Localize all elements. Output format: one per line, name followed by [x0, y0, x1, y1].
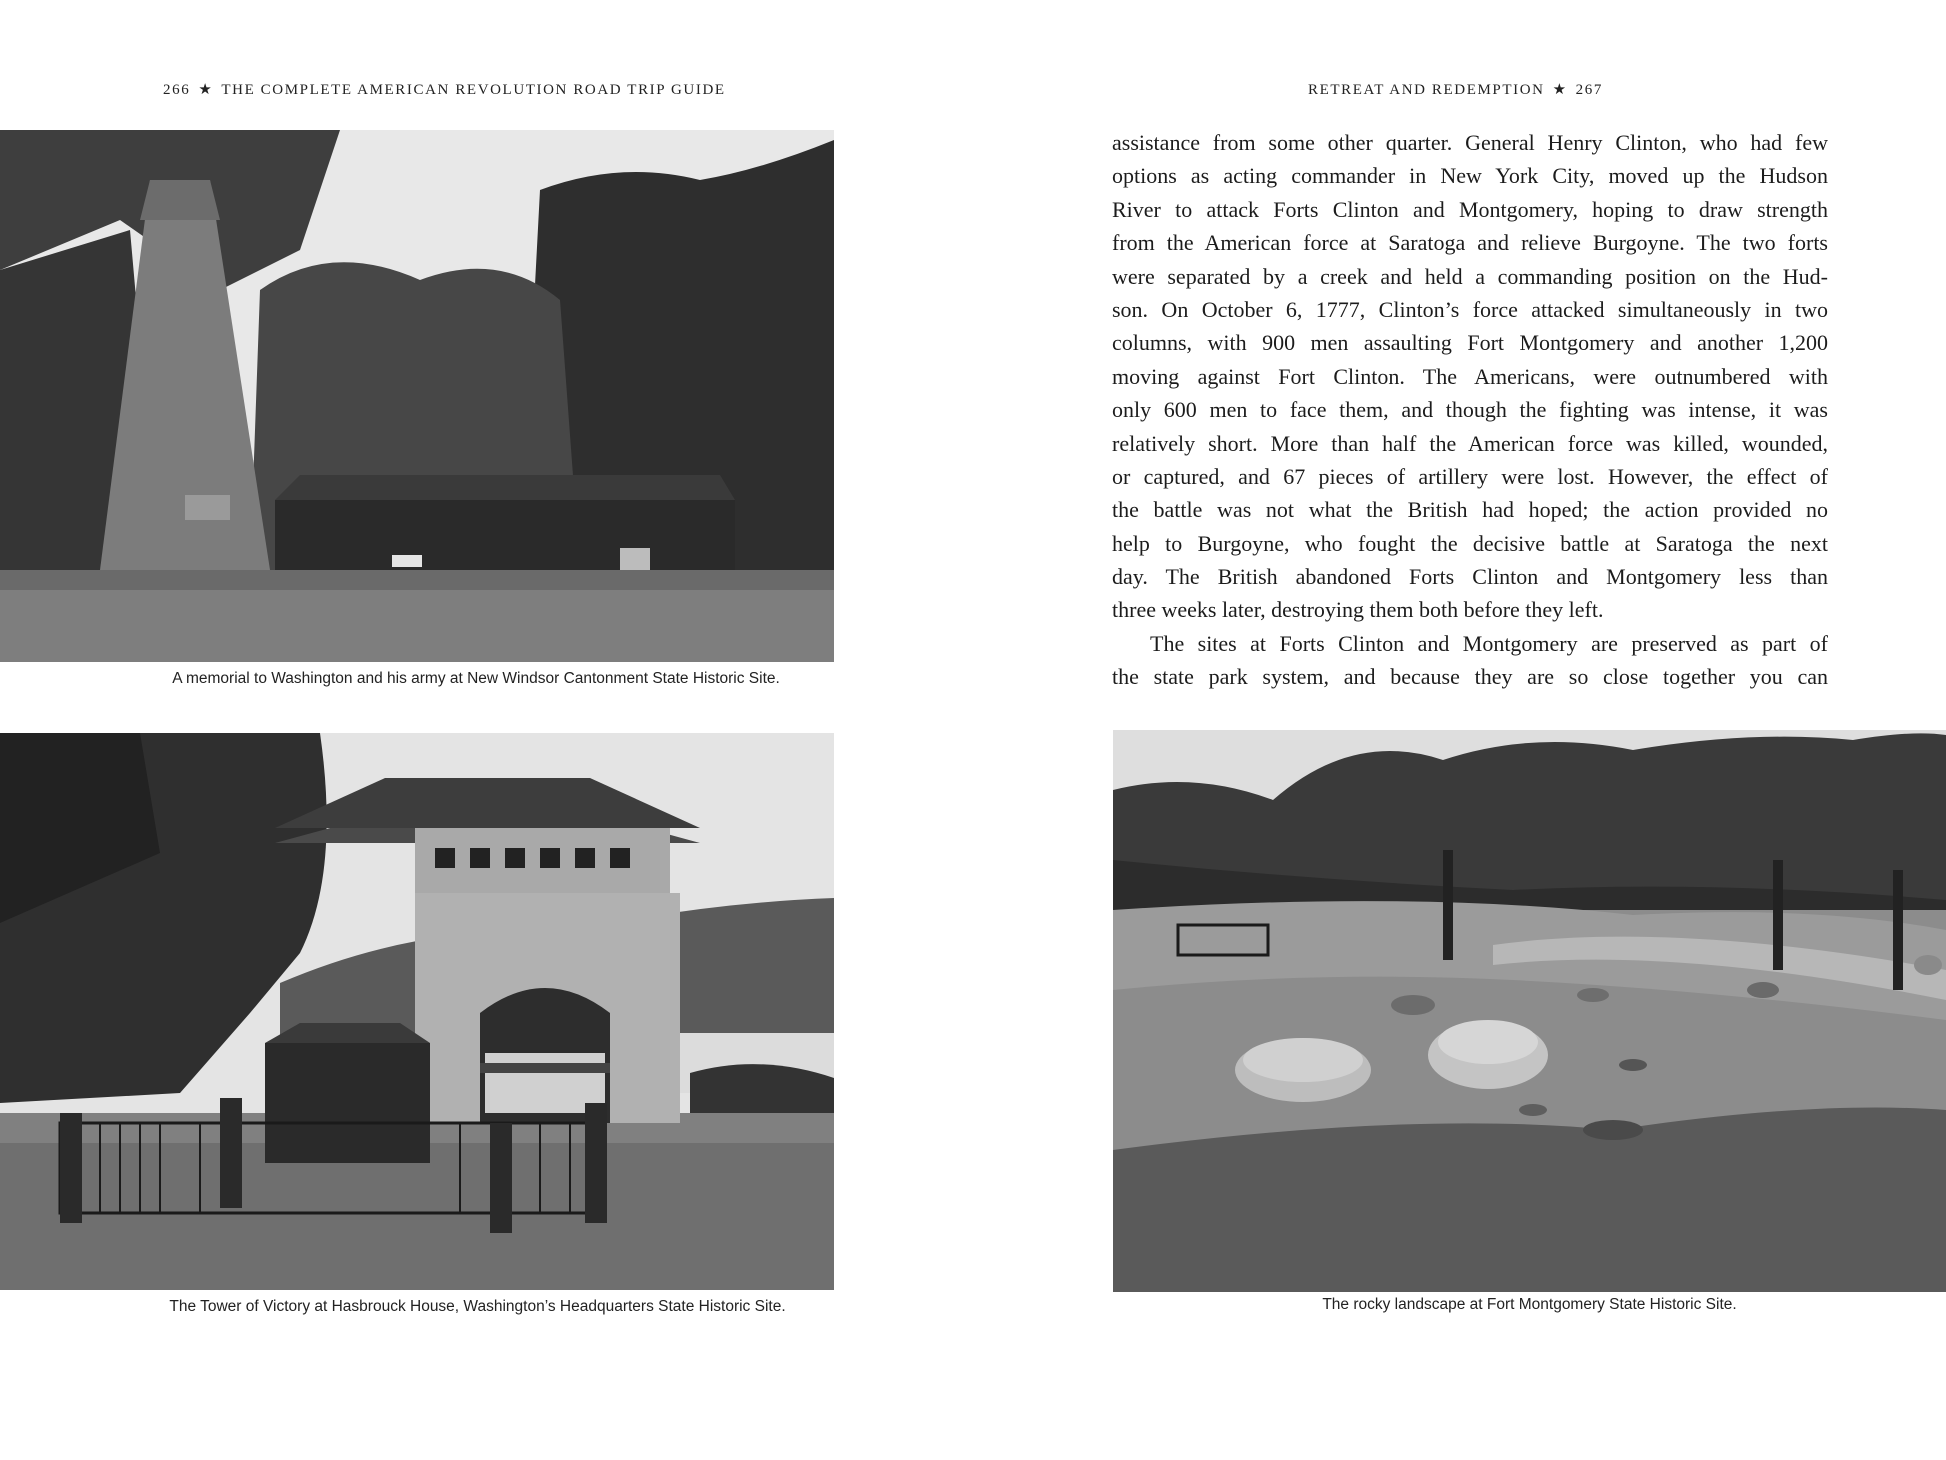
body-line: the battle was not what the British had hoped; the action provided no — [1112, 497, 1828, 523]
rocky-landscape-photo — [1113, 730, 1946, 1292]
body-line: were separated by a creek and held a commanding position on the Hud- — [1112, 263, 1828, 289]
body-line: the state park system, and because they are so close together you can — [1112, 664, 1828, 690]
page-number: 266 — [163, 82, 191, 98]
tower-of-victory-photo — [0, 733, 834, 1290]
body-text — [1112, 126, 1828, 694]
running-head-left — [163, 80, 726, 99]
body-line: assistance from some other quarter. General Henry Clinton, who had few — [1112, 130, 1828, 155]
body-line: son. On October 6, 1777, Clinton’s force attacked simultaneously in two — [1112, 296, 1828, 322]
body-line: help to Burgoyne, who fought the decisive battle at Saratoga the next — [1112, 530, 1828, 556]
body-line: River to attack Forts Clinton and Montgomery, hoping to draw strength — [1112, 196, 1828, 222]
page-number: 267 — [1575, 82, 1603, 98]
chapter-title: RETREAT AND REDEMPTION — [1308, 82, 1545, 98]
body-line: relatively short. More than half the American force was killed, wounded, — [1112, 430, 1828, 456]
book-title: THE COMPLETE AMERICAN REVOLUTION ROAD TRIP GUIDE — [221, 82, 726, 98]
body-line: options as acting commander in New York City, moved up the Hudson — [1112, 163, 1828, 189]
body-line: three weeks later, destroying them both before they left. — [1112, 597, 1604, 623]
memorial-photo — [0, 130, 834, 662]
tower-photo-caption: The Tower of Victory at Hasbrouck House, Washington’s Headquarters State Historic Site. — [169, 1298, 786, 1315]
right-page — [973, 0, 1946, 1460]
body-line: columns, with 900 men assaulting Fort Montgomery and another 1,200 — [1112, 330, 1828, 356]
body-line: or captured, and 67 pieces of artillery were lost. However, the effect of — [1112, 463, 1828, 489]
memorial-photo-caption: A memorial to Washington and his army at New Windsor Cantonment State Historic Site. — [172, 670, 780, 687]
body-line: moving against Fort Clinton. The Americans, were outnumbered with — [1112, 363, 1828, 389]
body-line: from the American force at Saratoga and relieve Burgoyne. The two forts — [1112, 230, 1828, 256]
star-separator: ★ — [1552, 82, 1568, 98]
body-line: day. The British abandoned Forts Clinton and Montgomery less than — [1112, 564, 1828, 590]
body-line: only 600 men to face them, and though the fighting was intense, it was — [1112, 397, 1828, 423]
body-line: The sites at Forts Clinton and Montgomery are preserved as part of — [1150, 630, 1828, 656]
rocky-landscape-caption: The rocky landscape at Fort Montgomery State Historic Site. — [1322, 1296, 1737, 1313]
star-separator: ★ — [198, 82, 214, 98]
running-head-right — [1308, 80, 1603, 99]
